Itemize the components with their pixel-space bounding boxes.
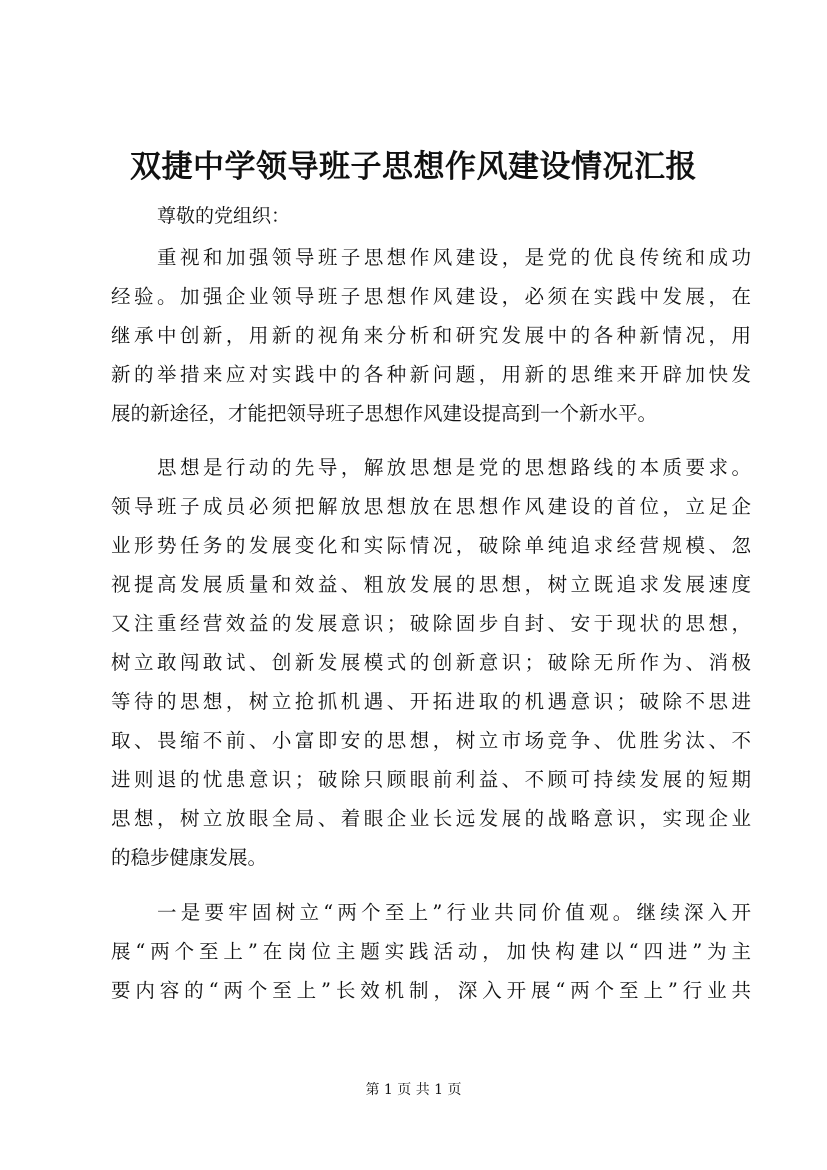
paragraph-line: 继承中创新，用新的视角来分析和研究发展中的各种新情况，用 [111,324,751,347]
paragraph-line: 取、畏缩不前、小富即安的思想，树立市场竞争、优胜劣汰、不 [111,729,751,752]
paragraph-line: 的稳步健康发展。 [111,846,268,869]
paragraph-3 [111,893,751,1010]
paragraph-line: 新的举措来应对实践中的各种新问题，用新的思维来开辟加快发 [111,363,751,386]
document-title: 双捷中学领导班子思想作风建设情况汇报 [130,149,697,185]
paragraph-line: 展的新途径，才能把领导班子思想作风建设提高到一个新水平。 [111,402,658,425]
paragraph-line: 树立敢闯敢试、创新发展模式的创新意识；破除无所作为、消极 [111,651,751,674]
paragraph-line: 重视和加强领导班子思想作风建设，是党的优良传统和成功 [157,246,751,269]
paragraph-line: 思想，树立放眼全局、着眼企业长远发展的战略意识，实现企业 [111,807,751,830]
paragraph-line: 业形势任务的发展变化和实际情况，破除单纯追求经营规模、忽 [111,534,751,557]
paragraph-line: 要内容的“两个至上”长效机制，深入开展“两个至上”行业共 [111,979,751,1002]
paragraph-line: 领导班子成员必须把解放思想放在思想作风建设的首位，立足企 [111,495,751,518]
paragraph-line: 经验。加强企业领导班子思想作风建设，必须在实践中发展，在 [111,285,751,308]
paragraph-2 [111,448,751,877]
paragraph-line: 进则退的忧患意识；破除只顾眼前利益、不顾可持续发展的短期 [111,768,751,791]
page-number: 第 1 页 共 1 页 [365,1082,462,1098]
paragraph-1 [111,238,751,433]
paragraph-line: 又注重经营效益的发展意识；破除固步自封、安于现状的思想， [111,612,751,635]
paragraph-line: 一是要牢固树立“两个至上”行业共同价值观。继续深入开 [157,901,751,924]
paragraph-line: 视提高发展质量和效益、粗放发展的思想，树立既追求发展速度 [111,573,751,596]
paragraph-line: 展“两个至上”在岗位主题实践活动，加快构建以“四进”为主 [111,940,751,963]
paragraph-line: 思想是行动的先导，解放思想是党的思想路线的本质要求。 [157,456,751,479]
salutation: 尊敬的党组织： [157,205,291,227]
paragraph-line: 等待的思想，树立抢抓机遇、开拓进取的机遇意识；破除不思进 [111,690,751,713]
